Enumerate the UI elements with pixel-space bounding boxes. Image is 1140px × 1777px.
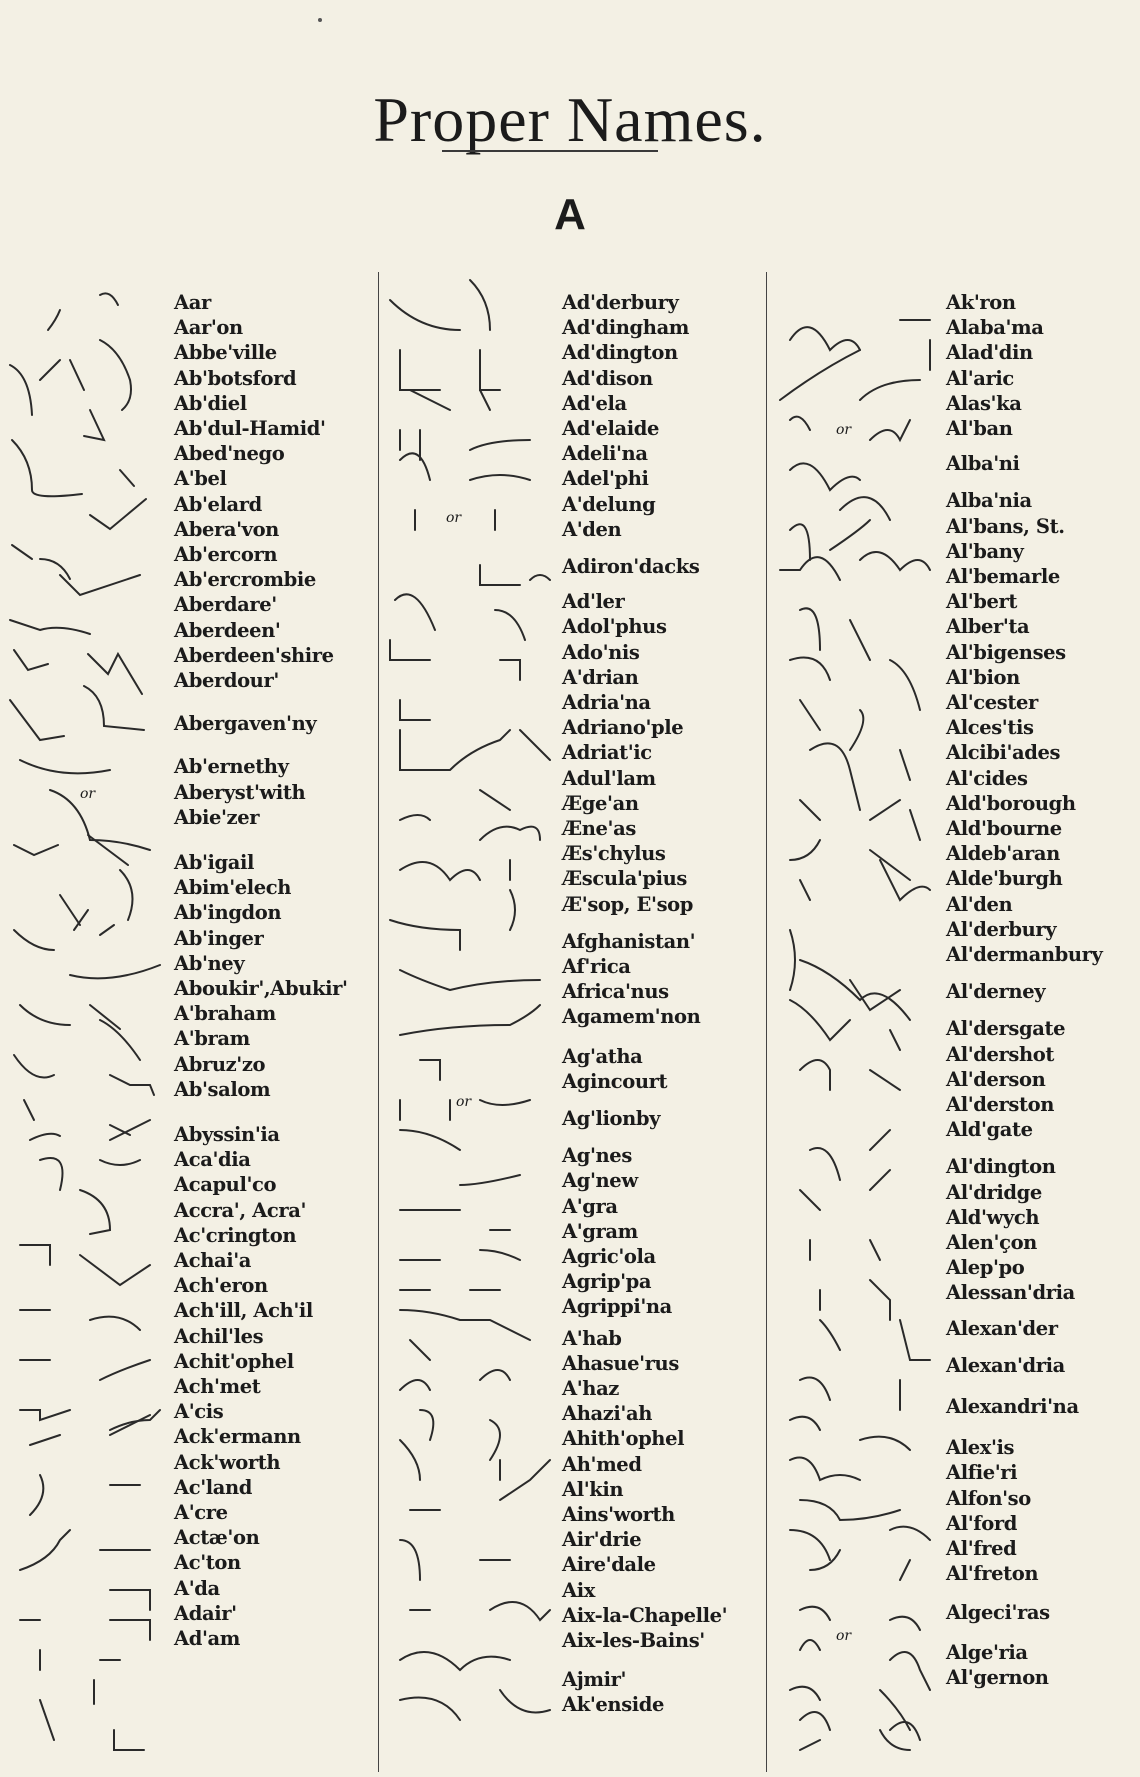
shorthand-outline (480, 790, 510, 810)
shorthand-outline (400, 815, 540, 840)
shorthand-outline (790, 1000, 900, 1050)
proper-name-entry: Ad'am (174, 1627, 241, 1650)
shorthand-outline (110, 1590, 150, 1610)
shorthand-outline (480, 565, 550, 585)
shorthand-outline (800, 1500, 900, 1520)
shorthand-outline (100, 1020, 140, 1060)
proper-name-entry: Ahith'ophel (562, 1427, 685, 1450)
proper-name-entry: Ahasue'rus (562, 1352, 679, 1375)
shorthand-outline (390, 640, 430, 660)
shorthand-outline (800, 700, 863, 750)
shorthand-outline (790, 1417, 910, 1450)
shorthand-outline (860, 380, 920, 400)
proper-name-entry: Agincourt (562, 1070, 668, 1093)
shorthand-outline (780, 340, 930, 400)
proper-name-entry: Al'bany (946, 540, 1024, 563)
proper-name-entry: Ad'dingham (562, 316, 690, 339)
proper-name-entry: Ajmir' (562, 1668, 627, 1691)
proper-name-entry: Ado'nis (562, 641, 640, 664)
proper-name-entry: Al'dersgate (946, 1017, 1066, 1040)
proper-name-entry: Æne'as (562, 817, 636, 840)
proper-name-entry: Abie'zer (174, 806, 260, 829)
shorthand-outline (810, 1240, 880, 1260)
shorthand-outline (400, 1130, 460, 1150)
proper-name-entry: Af'rica (562, 955, 631, 978)
shorthand-outline (800, 1378, 900, 1411)
proper-name-entry: Al'cester (946, 691, 1038, 714)
proper-name-entry: Aix-les-Bains' (562, 1629, 705, 1652)
proper-name-entry: Ald'wych (946, 1206, 1040, 1229)
proper-name-entry: Adul'lam (562, 767, 656, 790)
proper-name-entry: Alexandri'na (946, 1395, 1079, 1418)
proper-name-entry: Ag'nes (562, 1144, 632, 1167)
proper-name-entry: Ad'derbury (562, 291, 679, 314)
shorthand-outline (410, 390, 490, 410)
proper-name-entry: Afghanistan' (562, 930, 696, 953)
proper-name-entry: Africa'nus (562, 980, 669, 1003)
proper-name-entry: Ah'med (562, 1453, 642, 1476)
proper-name-entry: Ag'new (562, 1169, 638, 1192)
proper-name-entry: Agrip'pa (562, 1270, 652, 1293)
shorthand-outline (90, 499, 146, 529)
proper-name-entry: Al'kin (562, 1478, 624, 1501)
proper-name-entry: Alba'nia (946, 489, 1032, 512)
proper-name-entry: Aar (174, 291, 211, 314)
proper-name-entry: Agrippi'na (562, 1295, 672, 1318)
proper-name-entry: Algeci'ras (946, 1601, 1050, 1624)
proper-name-entry: Al'dershot (946, 1043, 1054, 1066)
proper-name-entry: Al'fred (946, 1537, 1017, 1560)
shorthand-outline (400, 730, 550, 770)
shorthand-outline (14, 910, 88, 950)
shorthand-outline (400, 700, 430, 720)
shorthand-outline (40, 360, 84, 390)
proper-name-entry: Accra', Acra' (174, 1199, 307, 1222)
proper-name-entry: Aberdour' (174, 669, 279, 692)
proper-name-entry: Al'ford (946, 1512, 1018, 1535)
shorthand-outline (800, 1170, 890, 1210)
shorthand-outline (390, 920, 460, 950)
proper-name-entry: Ad'ela (562, 392, 627, 415)
proper-name-entry: Ad'dison (562, 367, 653, 390)
page-title: Proper Names. (373, 83, 767, 155)
proper-name-entry: Ab'ercorn (174, 543, 278, 566)
proper-name-entry: Achil'les (174, 1325, 264, 1348)
shorthand-outline (20, 1530, 150, 1570)
shorthand-outline (800, 1060, 900, 1090)
shorthand-outline (410, 1460, 550, 1510)
proper-name-entry: Alcibi'ades (946, 741, 1061, 764)
proper-name-entry: Al'aric (946, 367, 1014, 390)
proper-name-entry: Alessan'dria (946, 1281, 1075, 1304)
proper-name-entry: A'hab (562, 1327, 622, 1350)
proper-name-entry: Adriat'ic (562, 741, 652, 764)
proper-name-entry: Aar'on (174, 316, 243, 339)
shorthand-outline (84, 410, 104, 440)
shorthand-outline (400, 1250, 520, 1260)
shorthand-outline (400, 350, 500, 390)
shorthand-outline (100, 340, 131, 410)
proper-name-entry: Achit'ophel (174, 1350, 294, 1373)
proper-name-entry: Adair' (174, 1602, 237, 1625)
shorthand-outline (790, 930, 900, 1010)
shorthand-outline (840, 497, 890, 520)
proper-name-entry: Al'bemarle (946, 565, 1060, 588)
proper-name-entry: Abera'von (174, 518, 279, 541)
proper-name-entry: Adiron'dacks (562, 555, 700, 578)
shorthand-outline (110, 1125, 130, 1135)
shorthand-outline (800, 608, 870, 660)
shorthand-outline (12, 440, 82, 496)
proper-name-entry: Aberyst'with (174, 781, 306, 804)
shorthand-outline (20, 1360, 150, 1380)
shorthand-outline (400, 1540, 510, 1580)
proper-name-entry: Adeli'na (562, 442, 648, 465)
proper-name-entry: Ach'eron (174, 1274, 268, 1297)
proper-name-entry: Æscula'pius (562, 867, 688, 890)
shorthand-outline (70, 965, 160, 978)
proper-name-entry: Ab'botsford (174, 367, 297, 390)
shorthand-outline (410, 1340, 430, 1360)
proper-name-entry: Ac'land (174, 1476, 253, 1499)
proper-name-entry: Al'bigenses (946, 641, 1066, 664)
proper-name-entry: Aberdare' (174, 593, 277, 616)
shorthand-outline (390, 280, 490, 330)
proper-name-entry: Ach'ill, Ach'il (174, 1299, 313, 1322)
proper-name-entry: Ab'elard (174, 493, 262, 516)
shorthand-outline (790, 1458, 860, 1481)
shorthand-outline (790, 520, 870, 560)
proper-name-entry: Aire'dale (562, 1553, 656, 1576)
shorthand-outline (100, 293, 118, 305)
proper-name-entry: Ag'lionby (562, 1107, 661, 1130)
shorthand-outline (460, 1175, 520, 1185)
proper-name-entry: Aix-la-Chapelle' (562, 1604, 728, 1627)
shorthand-outline (30, 1120, 150, 1140)
proper-name-entry: Ag'atha (562, 1045, 643, 1068)
proper-name-entry: Al'gernon (946, 1666, 1049, 1689)
shorthand-outline (820, 1280, 890, 1320)
shorthand-outline (420, 1060, 440, 1080)
proper-name-entry: Alfie'ri (946, 1461, 1018, 1484)
proper-name-entry: Aberdeen'shire (174, 644, 334, 667)
shorthand-outline (790, 463, 860, 490)
proper-name-entry: Acapul'co (174, 1173, 277, 1196)
proper-name-entry: Al'derson (946, 1068, 1046, 1091)
shorthand-outline (30, 1415, 150, 1445)
proper-name-entry: Alen'çon (946, 1231, 1037, 1254)
shorthand-outline (120, 470, 134, 486)
shorthand-outline (810, 1550, 910, 1580)
proper-name-entry: Adel'phi (562, 467, 649, 490)
proper-name-entry: Ald'borough (946, 792, 1076, 815)
proper-name-entry: Al'dridge (946, 1181, 1042, 1204)
proper-name-entry: A'haz (562, 1377, 619, 1400)
proper-name-entry: Ac'ton (174, 1551, 241, 1574)
shorthand-outline (790, 1687, 910, 1730)
proper-name-entry: Abergaven'ny (174, 712, 317, 735)
proper-name-entry: Aldeb'aran (946, 842, 1060, 865)
proper-name-entry: Alde'burgh (946, 867, 1063, 890)
shorthand-outline (810, 743, 910, 810)
shorthand-outline (12, 545, 70, 579)
shorthand-outline (400, 860, 510, 880)
shorthand-outline (20, 1005, 120, 1029)
proper-name-entry: Æge'an (562, 792, 639, 815)
shorthand-outline (510, 890, 515, 930)
proper-name-entry: Al'den (946, 893, 1013, 916)
shorthand-outline (395, 594, 525, 640)
proper-name-entry: Alfon'so (946, 1487, 1031, 1510)
shorthand-outline (20, 760, 110, 773)
shorthand-outline (48, 310, 60, 330)
proper-name-entry: Ab'ney (174, 952, 245, 975)
proper-name-entry: A'delung (562, 493, 656, 516)
proper-name-entry: A'braham (174, 1002, 276, 1025)
or-connector: or (836, 1628, 852, 1644)
proper-name-entry: Al'dermanbury (946, 943, 1103, 966)
proper-name-entry: A'gram (562, 1220, 638, 1243)
shorthand-outline (20, 1310, 140, 1330)
shorthand-outline (60, 895, 114, 935)
proper-name-entry: Ach'met (174, 1375, 261, 1398)
proper-name-entry: Adol'phus (562, 615, 667, 638)
proper-name-entry: Alexan'der (946, 1317, 1058, 1340)
proper-name-entry: Ac'crington (174, 1224, 297, 1247)
proper-name-entry: Æs'chylus (562, 842, 666, 865)
proper-name-entry: Ack'ermann (174, 1425, 301, 1448)
proper-name-entry: Alaba'ma (946, 316, 1044, 339)
proper-name-entry: Alep'po (946, 1256, 1025, 1279)
shorthand-outline (800, 1607, 920, 1630)
proper-name-entry: Abruz'zo (174, 1053, 266, 1076)
shorthand-outline (400, 970, 540, 990)
proper-name-entry: A'bram (174, 1027, 250, 1050)
proper-name-entry: Al'bans, St. (946, 515, 1065, 538)
or-connector: or (836, 422, 852, 438)
shorthand-outline (50, 790, 150, 850)
shorthand-outline (20, 1245, 150, 1285)
shorthand-outline (14, 1055, 54, 1078)
shorthand-outline (400, 1690, 550, 1720)
shorthand-outline (40, 1158, 140, 1190)
or-connector: or (80, 786, 96, 802)
proper-name-entry: Al'derbury (946, 918, 1057, 941)
proper-name-entry: Ad'ler (562, 590, 625, 613)
proper-name-entry: A'cre (174, 1501, 228, 1524)
shorthand-outline (410, 1602, 550, 1620)
proper-name-entry: Ab'igail (174, 851, 255, 874)
proper-name-entry: A'gra (562, 1195, 618, 1218)
proper-name-entry: Al'cides (946, 767, 1028, 790)
shorthand-outline (800, 960, 910, 1020)
proper-name-entry: Al'dington (946, 1155, 1056, 1178)
proper-name-entry: Al'bert (946, 590, 1018, 613)
proper-name-entry: Ab'diel (174, 392, 247, 415)
shorthand-outline (24, 1100, 34, 1120)
shorthand-outline (400, 1370, 510, 1390)
shorthand-outline (500, 660, 520, 680)
shorthand-outline (790, 320, 930, 350)
proper-name-entry: Alas'ka (946, 392, 1022, 415)
shorthand-outline (800, 1730, 910, 1750)
proper-name-entry: Al'derston (946, 1093, 1054, 1116)
proper-name-entry: Alba'ni (946, 452, 1020, 475)
proper-name-entry: Alex'is (946, 1436, 1015, 1459)
proper-name-entry: Alber'ta (946, 615, 1030, 638)
proper-name-entry: Al'ban (946, 417, 1013, 440)
proper-name-entry: Ad'elaide (562, 417, 660, 440)
proper-name-entry: Ad'dington (562, 341, 678, 364)
shorthand-outline (10, 620, 90, 634)
proper-name-entry: A'da (174, 1577, 220, 1600)
proper-name-entry: Ab'ernethy (174, 755, 289, 778)
proper-name-entry: Adria'na (562, 691, 651, 714)
shorthand-outline (800, 1640, 930, 1690)
or-connector: or (446, 510, 462, 526)
proper-name-entry: Alad'din (946, 341, 1033, 364)
shorthand-outline (10, 686, 144, 740)
proper-name-entry: Ald'bourne (946, 817, 1062, 840)
shorthand-outline (400, 1440, 500, 1480)
shorthand-outline (14, 650, 142, 694)
shorthand-outline (40, 1650, 120, 1670)
shorthand-outline (14, 835, 128, 865)
proper-name-entry: Aberdeen' (174, 619, 281, 642)
shorthand-outline (780, 552, 930, 580)
proper-name-entry: Ains'worth (562, 1503, 675, 1526)
proper-name-entry: A'cis (174, 1400, 224, 1423)
proper-name-entry: Aca'dia (174, 1148, 251, 1171)
shorthand-outline (790, 658, 920, 711)
proper-name-entry: Ak'ron (946, 291, 1016, 314)
proper-name-entry: Agamem'non (562, 1005, 701, 1028)
shorthand-outline (400, 1005, 540, 1035)
proper-name-entry: Alces'tis (946, 716, 1034, 739)
proper-name-entry: Ack'worth (174, 1451, 281, 1474)
proper-name-entry: Al'bion (946, 666, 1020, 689)
shorthand-outline (30, 1475, 140, 1515)
shorthand-outline (420, 1410, 500, 1460)
proper-name-entry: Alge'ria (946, 1641, 1028, 1664)
shorthand-outline (40, 1700, 144, 1750)
proper-name-entry: Agric'ola (562, 1245, 656, 1268)
proper-name-entry: Al'freton (946, 1562, 1039, 1585)
shorthand-outline (400, 1310, 530, 1340)
shorthand-outline (60, 575, 140, 595)
proper-name-entry: A'den (562, 518, 622, 541)
proper-name-entry: Ab'salom (174, 1078, 271, 1101)
proper-name-entry: Ab'dul-Hamid' (174, 417, 326, 440)
shorthand-outline (790, 840, 910, 880)
proper-name-entry: Abim'elech (174, 876, 292, 899)
proper-name-entry: Al'derney (946, 980, 1046, 1003)
proper-name-entry: Abed'nego (174, 442, 285, 465)
proper-name-entry: Ab'inger (174, 927, 264, 950)
proper-name-entry: Air'drie (562, 1528, 642, 1551)
proper-name-entry: Ak'enside (562, 1693, 665, 1716)
proper-name-entry: Adriano'ple (562, 716, 684, 739)
or-connector: or (456, 1094, 472, 1110)
proper-name-entry: Ahazi'ah (562, 1402, 653, 1425)
proper-name-entry: A'drian (562, 666, 639, 689)
proper-name-entry: Ab'ingdon (174, 901, 282, 924)
shorthand-outline (400, 1652, 510, 1670)
proper-name-entry: Actæ'on (174, 1526, 260, 1549)
shorthand-outline (20, 1620, 150, 1640)
proper-name-entry: Ab'ercrombie (174, 568, 316, 591)
proper-name-entry: Ald'gate (946, 1118, 1033, 1141)
proper-name-entry: Alexan'dria (946, 1354, 1065, 1377)
proper-name-entry: Achai'a (174, 1249, 252, 1272)
shorthand-outline (80, 1190, 110, 1234)
shorthand-outline (110, 1075, 154, 1095)
proper-name-entry: Aboukir',Abukir' (174, 977, 348, 1000)
shorthand-outline (820, 1320, 930, 1360)
proper-name-entry: Æ'sop, E'sop (562, 893, 693, 916)
proper-name-entry: Abyssin'ia (174, 1123, 280, 1146)
shorthand-outline (790, 1527, 930, 1560)
shorthand-outline (810, 1130, 890, 1180)
proper-name-entry: A'bel (174, 467, 227, 490)
shorthand-outline (10, 365, 32, 415)
section-letter: A (554, 190, 586, 239)
proper-name-entry: Aix (562, 1579, 595, 1602)
proper-name-entry: Abbe'ville (174, 341, 277, 364)
shorthand-outline (120, 870, 133, 920)
shorthand-outline (400, 453, 530, 480)
